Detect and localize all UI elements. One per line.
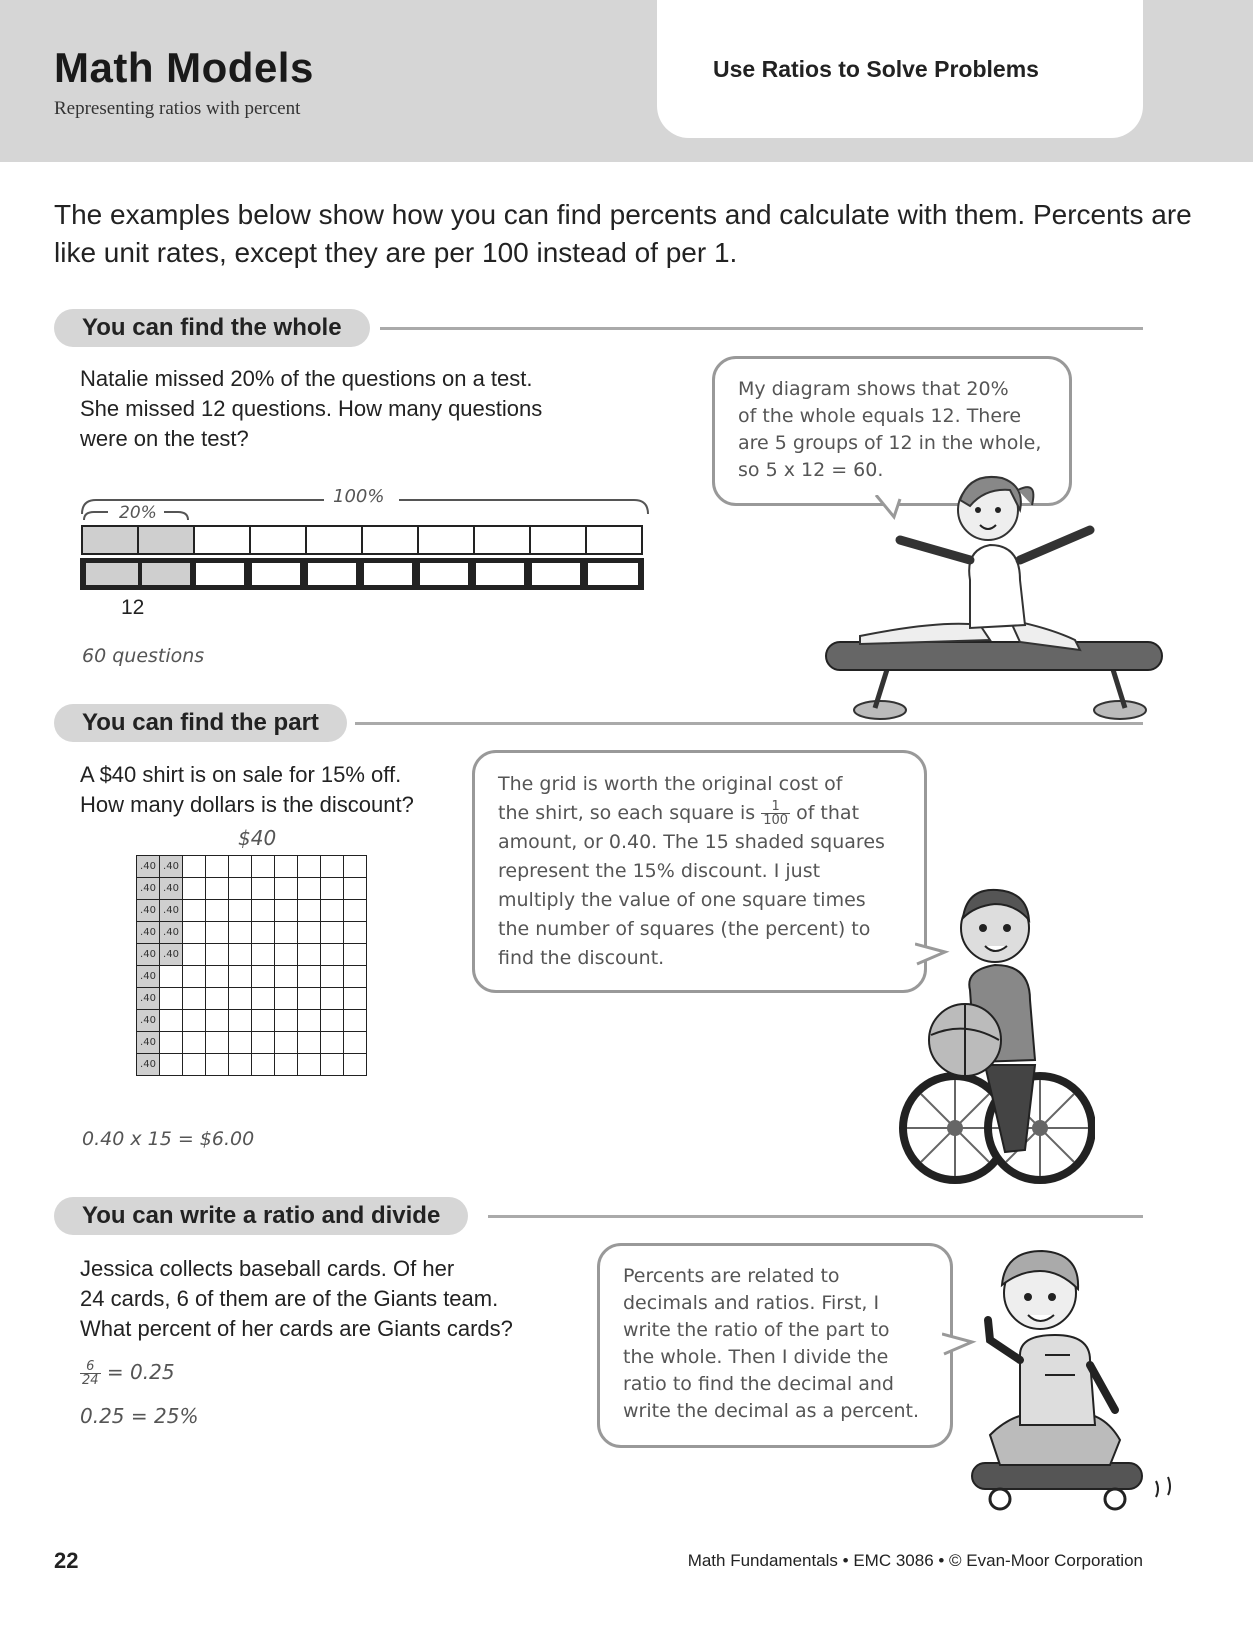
wheelchair-boy-illustration	[895, 880, 1095, 1185]
grid-row	[137, 1054, 367, 1076]
bubble-line: My diagram shows that 20%	[738, 378, 1009, 400]
bracket-20-left	[84, 512, 108, 520]
grid-cell	[229, 900, 252, 922]
grid-cell	[252, 900, 275, 922]
skateboarder-illustration	[960, 1245, 1185, 1515]
grid-cell	[206, 1010, 229, 1032]
section-heading-whole: You can find the whole	[54, 309, 370, 347]
grid-cell	[206, 900, 229, 922]
problem-line: What percent of her cards are Giants cards?	[80, 1316, 513, 1341]
grid-row	[137, 966, 367, 988]
tape-top-row	[82, 526, 642, 554]
bubble-line: so 5 x 12 = 60.	[738, 459, 884, 481]
grid-cell	[344, 1010, 367, 1032]
bubble-line: The grid is worth the original cost of	[498, 773, 843, 795]
page-number: 22	[54, 1548, 79, 1573]
fraction-denominator: 100	[763, 813, 789, 828]
problem-line: A $40 shirt is on sale for 15% off.	[80, 762, 402, 787]
problem-line: Jessica collects baseball cards. Of her	[80, 1256, 455, 1281]
grid-cell	[229, 878, 252, 900]
bubble-line: decimals and ratios. First, I	[623, 1292, 880, 1314]
label-100-percent: 100%	[333, 486, 385, 507]
grid-cell	[252, 966, 275, 988]
grid-cell	[160, 1054, 183, 1076]
footer-credit: Math Fundamentals • EMC 3086 • © Evan-Moor Corporation	[687, 1551, 1143, 1570]
grid-cell	[183, 1054, 206, 1076]
grid-cell	[298, 1032, 321, 1054]
fraction-numerator: 6	[80, 1360, 101, 1374]
intro-text: The examples below show how you can find percents and calculate with them. Percents are like unit rates, except they are per 100 instead of per 1.	[54, 199, 1192, 268]
grid-cell	[183, 944, 206, 966]
grid-cell	[275, 922, 298, 944]
bubble-line	[498, 799, 885, 828]
grid-cell-shaded: .40	[137, 966, 160, 988]
problem-text	[80, 364, 542, 454]
grid-cell	[206, 966, 229, 988]
grid-cell	[344, 988, 367, 1010]
grid-row	[137, 1010, 367, 1032]
bubble-line: are 5 groups of 12 in the whole,	[738, 432, 1042, 454]
grid-cell	[344, 922, 367, 944]
grid-cell	[183, 856, 206, 878]
hundred-grid	[136, 855, 367, 1076]
fraction-numerator: 1	[761, 800, 790, 814]
grid-cell	[275, 1032, 298, 1054]
grid-cell	[229, 988, 252, 1010]
grid-cell	[206, 1054, 229, 1076]
label-20-percent: 20%	[119, 503, 157, 523]
bubble-line: Percents are related to	[623, 1265, 840, 1287]
grid-cell-shaded: .40	[137, 1032, 160, 1054]
bubble-text	[738, 376, 1041, 484]
answer-rest: = 0.25	[106, 1360, 175, 1384]
answer-line: 0.25 = 25%	[80, 1404, 199, 1428]
grid-cell-shaded: .40	[160, 922, 183, 944]
bubble-line: find the discount.	[498, 947, 665, 969]
grid-cell	[298, 900, 321, 922]
grid-cell	[275, 988, 298, 1010]
grid-cell	[252, 1010, 275, 1032]
grid-table	[136, 855, 367, 1076]
grid-cell	[183, 988, 206, 1010]
grid-cell	[344, 878, 367, 900]
grid-cell	[298, 966, 321, 988]
grid-cell	[298, 922, 321, 944]
grid-cell	[321, 878, 344, 900]
grid-cell	[229, 1054, 252, 1076]
answer-line	[80, 1360, 175, 1387]
grid-cell	[252, 944, 275, 966]
grid-cell	[298, 1054, 321, 1076]
grid-cell-shaded: .40	[137, 900, 160, 922]
grid-cell	[344, 966, 367, 988]
grid-cell	[252, 988, 275, 1010]
section-divider	[355, 722, 1143, 725]
grid-cell	[229, 944, 252, 966]
problem-line: Natalie missed 20% of the questions on a test.	[80, 366, 533, 391]
grid-cell	[183, 922, 206, 944]
grid-cell	[206, 988, 229, 1010]
section-divider	[488, 1215, 1143, 1218]
fraction-denominator: 24	[82, 1373, 99, 1388]
grid-cell	[183, 900, 206, 922]
grid-cell	[275, 1054, 298, 1076]
topic-tab-label: Use Ratios to Solve Problems	[713, 56, 1039, 82]
grid-cell	[183, 878, 206, 900]
grid-cell-shaded: .40	[137, 988, 160, 1010]
bubble-line: ratio to find the decimal and	[623, 1373, 894, 1395]
bracket-100-right	[399, 500, 648, 514]
page-subtitle: Representing ratios with percent	[54, 98, 301, 119]
grid-cell-shaded: .40	[160, 856, 183, 878]
section-heading-part: You can find the part	[54, 704, 347, 742]
grid-row	[137, 988, 367, 1010]
grid-cell	[160, 988, 183, 1010]
grid-cell	[275, 856, 298, 878]
page-title: Math Models	[54, 44, 314, 91]
grid-cell	[344, 856, 367, 878]
bubble-line: represent the 15% discount. I just	[498, 860, 821, 882]
grid-cell	[252, 1032, 275, 1054]
grid-cell	[275, 878, 298, 900]
grid-row	[137, 922, 367, 944]
grid-cell	[344, 900, 367, 922]
grid-cell	[206, 1032, 229, 1054]
bubble-text	[498, 770, 885, 973]
grid-cell	[229, 922, 252, 944]
problem-text	[80, 1254, 513, 1344]
grid-cell-shaded: .40	[160, 900, 183, 922]
grid-cell-shaded: .40	[137, 878, 160, 900]
problem-line: were on the test?	[80, 426, 249, 451]
grid-row	[137, 1032, 367, 1054]
grid-cell	[229, 856, 252, 878]
grid-cell	[160, 1010, 183, 1032]
grid-cell	[321, 966, 344, 988]
grid-cell	[229, 1032, 252, 1054]
grid-cell	[160, 1032, 183, 1054]
grid-cell	[252, 1054, 275, 1076]
bubble-line: write the decimal as a percent.	[623, 1400, 920, 1422]
grid-row	[137, 856, 367, 878]
fraction-6-24	[80, 1360, 101, 1387]
fraction-1-100	[761, 800, 790, 827]
gymnast-girl-illustration	[820, 470, 1165, 725]
problem-text	[80, 760, 414, 820]
grid-cell	[206, 944, 229, 966]
problem-line: She missed 12 questions. How many questions	[80, 396, 543, 421]
answer-text: 60 questions	[82, 645, 205, 667]
grid-cell	[298, 856, 321, 878]
grid-cell	[275, 1010, 298, 1032]
grid-cell	[275, 944, 298, 966]
grid-row	[137, 878, 367, 900]
grid-cell	[298, 944, 321, 966]
grid-cell	[321, 944, 344, 966]
problem-line: How many dollars is the discount?	[80, 792, 414, 817]
section-divider	[380, 327, 1143, 330]
grid-cell	[321, 856, 344, 878]
section-heading-ratio: You can write a ratio and divide	[54, 1197, 468, 1235]
grid-cell	[252, 878, 275, 900]
grid-cell	[321, 900, 344, 922]
label-12: 12	[121, 596, 145, 619]
grid-cell-shaded: .40	[137, 1010, 160, 1032]
grid-cell	[206, 922, 229, 944]
bubble-line-part: of that	[796, 802, 860, 824]
grid-cell	[160, 966, 183, 988]
grid-cell	[275, 900, 298, 922]
grid-cell	[321, 1054, 344, 1076]
grid-cell-shaded: .40	[137, 944, 160, 966]
grid-cell	[229, 1010, 252, 1032]
grid-cell	[344, 944, 367, 966]
grid-cell	[298, 878, 321, 900]
grid-cell-shaded: .40	[137, 1054, 160, 1076]
bracket-20-right	[164, 512, 188, 520]
grid-cell	[206, 856, 229, 878]
grid-cell-shaded: .40	[160, 878, 183, 900]
bubble-line: multiply the value of one square times	[498, 889, 866, 911]
grid-cell	[252, 856, 275, 878]
grid-cell	[183, 966, 206, 988]
grid-label-40: $40	[238, 826, 277, 850]
answer-text: 0.40 x 15 = $6.00	[82, 1128, 255, 1150]
bubble-text	[623, 1263, 919, 1425]
grid-row	[137, 944, 367, 966]
grid-cell	[321, 1010, 344, 1032]
bubble-line: write the ratio of the part to	[623, 1319, 890, 1341]
grid-cell	[321, 988, 344, 1010]
grid-row	[137, 900, 367, 922]
tape-bottom-row	[80, 558, 644, 590]
grid-cell	[298, 1010, 321, 1032]
grid-cell	[344, 1054, 367, 1076]
grid-cell-shaded: .40	[160, 944, 183, 966]
bubble-line: of the whole equals 12. There	[738, 405, 1022, 427]
bubble-line-part: the shirt, so each square is	[498, 802, 756, 824]
grid-cell	[298, 988, 321, 1010]
grid-cell-shaded: .40	[137, 856, 160, 878]
problem-line: 24 cards, 6 of them are of the Giants team.	[80, 1286, 499, 1311]
grid-cell	[321, 922, 344, 944]
grid-cell	[344, 1032, 367, 1054]
grid-cell	[321, 1032, 344, 1054]
grid-cell	[275, 966, 298, 988]
grid-cell	[206, 878, 229, 900]
bubble-line: the number of squares (the percent) to	[498, 918, 871, 940]
grid-cell	[183, 1032, 206, 1054]
bubble-line: the whole. Then I divide the	[623, 1346, 889, 1368]
bubble-line: amount, or 0.40. The 15 shaded squares	[498, 831, 885, 853]
grid-cell-shaded: .40	[137, 922, 160, 944]
grid-cell	[252, 922, 275, 944]
grid-cell	[229, 966, 252, 988]
grid-cell	[183, 1010, 206, 1032]
